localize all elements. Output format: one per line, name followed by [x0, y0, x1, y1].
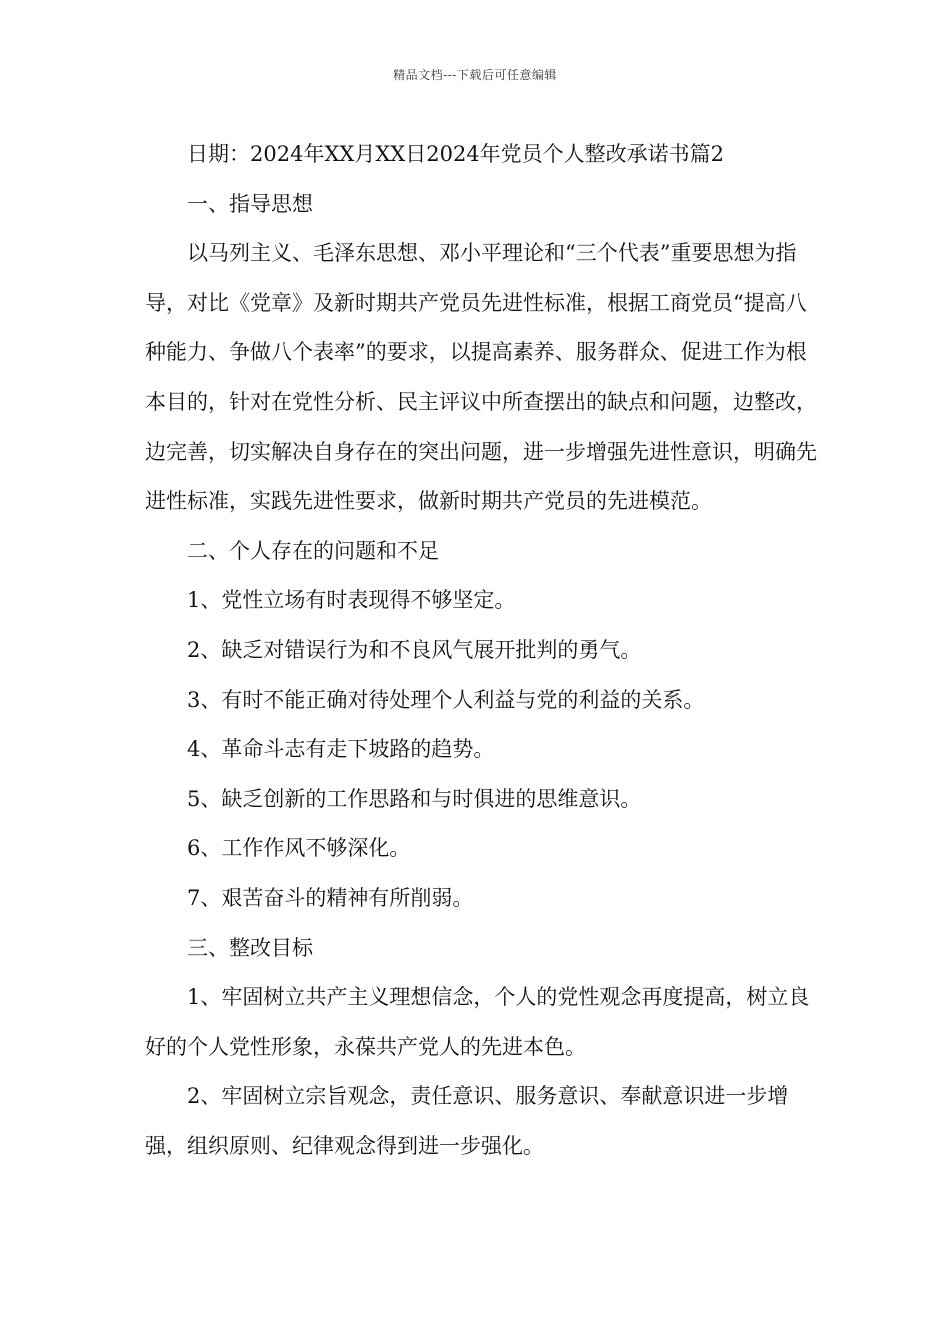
section-heading-problems: 二、个人存在的问题和不足 [187, 538, 439, 563]
problem-item-6: 6、工作作风不够深化。 [187, 836, 411, 861]
problem-item-2: 2、缺乏对错误行为和不良风气展开批判的勇气。 [187, 637, 642, 662]
problem-item-4: 4、革命斗志有走下坡路的趋势。 [187, 737, 495, 762]
problem-item-1: 1、党性立场有时表现得不够坚定。 [187, 588, 516, 613]
goal-item-2: 2、牢固树立宗旨观念，责任意识、服务意识、奉献意识进一步增强，组织原则、纪律观念得到进一步强化。 [145, 1084, 789, 1158]
problem-item-5: 5、缺乏创新的工作思路和与时俱进的思维意识。 [187, 786, 642, 811]
section-heading-guiding-thought: 一、指导思想 [187, 191, 313, 216]
document-body [145, 130, 825, 1171]
problem-item-7: 7、艰苦奋斗的精神有所削弱。 [187, 885, 474, 910]
section-heading-goals: 三、整改目标 [187, 935, 313, 960]
problem-item-3: 3、有时不能正确对待处理个人利益与党的利益的关系。 [187, 687, 705, 712]
paragraph-guiding-thought: 以马列主义、毛泽东思想、邓小平理论和“三个代表”重要思想为指导，对比《党章》及新时期共产党员先进性标准，根据工商党员“提高八种能力、争做八个表率”的要求，以提高素养、服务群众、促进工作为根本目的，针对在党性分析、民主评议中所查摆出的缺点和问题，边整改，边完善，切实解决自身存在的突出问题，进一步增强先进性意识，明确先进性标准，实践先进性要求，做新时期共产党员的先进模范。 [145, 241, 817, 514]
page-header: 精品文档---下载后可任意编辑 [393, 68, 557, 82]
date-title-line: 日期：2024年XX月XX日2024年党员个人整改承诺书篇2 [187, 142, 725, 166]
goal-item-1: 1、牢固树立共产主义理想信念，个人的党性观念再度提高，树立良好的个人党性形象，永葆共产党人的先进本色。 [145, 985, 810, 1059]
